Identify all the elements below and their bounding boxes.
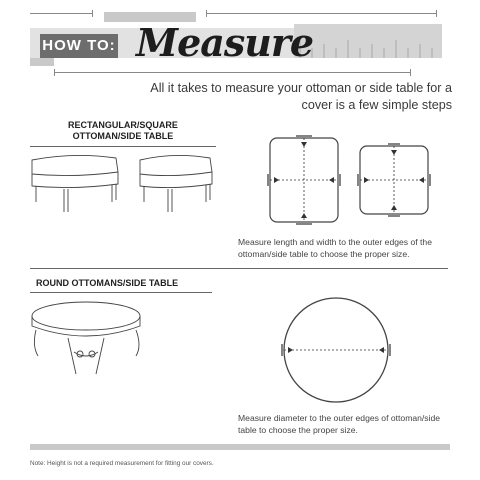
caption-rectangular-line-2: ottoman/side table to choose the proper size.: [238, 249, 410, 259]
section-title-rectangular-line-2: OTTOMAN/SIDE TABLE: [72, 131, 174, 141]
section-title-rectangular-line-1: RECTANGULAR/SQUARE: [68, 120, 178, 130]
caption-rectangular-line-1: Measure length and width to the outer edges of the: [238, 237, 432, 247]
how-to-badge: HOW TO:: [40, 34, 118, 58]
round-ottoman-illustration: [28, 296, 158, 386]
section-divider: [30, 268, 448, 269]
caption-rectangular: [238, 236, 432, 260]
intro-text: [122, 80, 452, 114]
intro-line-1: All it takes to measure your ottoman or side table for a: [150, 81, 452, 95]
section-underline-round: [30, 292, 212, 293]
section-title-round: ROUND OTTOMANS/SIDE TABLE: [36, 278, 179, 288]
section-title-rectangular: [68, 120, 178, 142]
caption-round: [238, 412, 440, 436]
caption-round-line-2: table to choose the proper size.: [238, 425, 358, 435]
footer-bar: [30, 444, 450, 450]
intro-line-2: cover is a few simple steps: [301, 98, 452, 112]
footer-note: Note: Height is not a required measurement for fitting our covers.: [30, 460, 214, 467]
section-underline: [30, 146, 216, 147]
page-title: Measure: [136, 20, 314, 65]
rectangle-measure-diagram: [266, 132, 466, 232]
rectangular-ottoman-illustration: [28, 150, 228, 220]
circle-measure-diagram: [278, 292, 398, 412]
caption-round-line-1: Measure diameter to the outer edges of ottoman/side: [238, 413, 441, 423]
